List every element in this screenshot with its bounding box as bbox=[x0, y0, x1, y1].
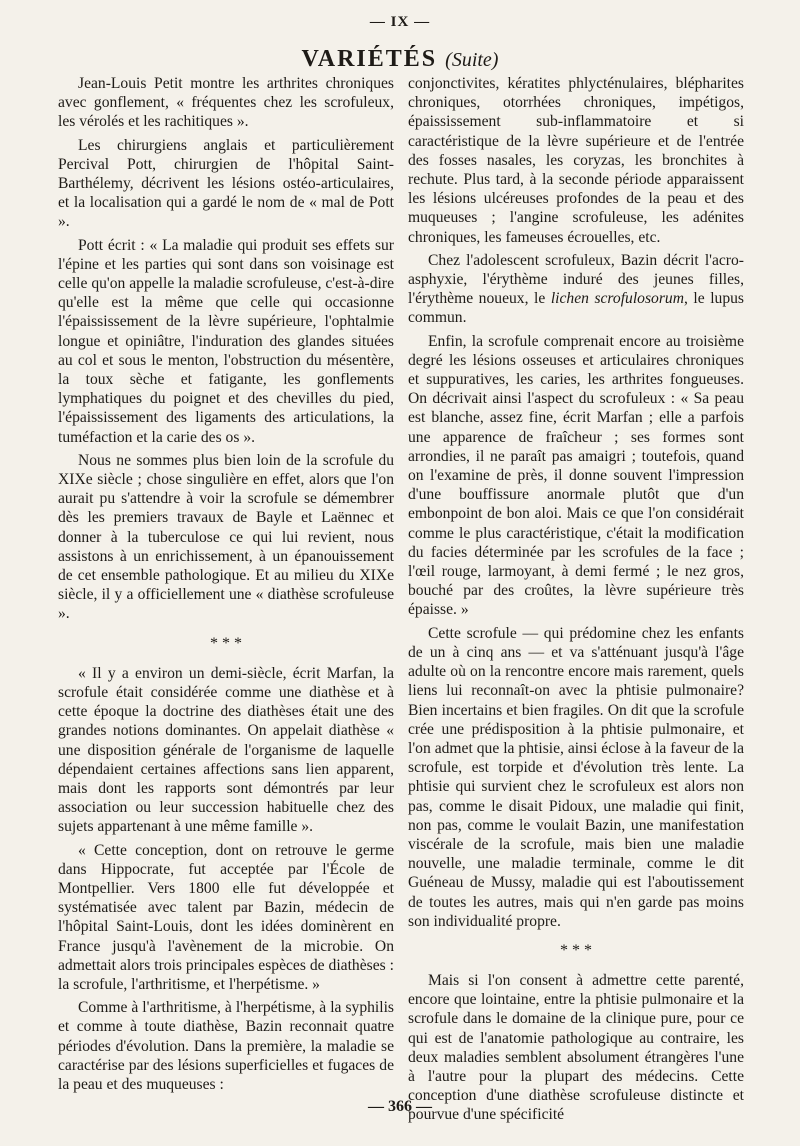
section-number: — IX — bbox=[369, 14, 431, 30]
paragraph: Comme à l'arthritisme, à l'herpétisme, à la syphilis et comme à toute diathèse, Bazin reconnait quatre périodes d'évolution. Dans la première, la maladie se caractérise par des lésions superficielles et fugaces de la peau et des muqueuses : bbox=[58, 999, 394, 1093]
title-subtitle: (Suite) bbox=[445, 49, 499, 71]
paragraph: Jean-Louis Petit montre les arthrites chroniques avec gonflement, « fréquentes chez les scrofuleux, les vérolés et les rachitiques ». bbox=[58, 75, 394, 131]
paragraph-text: Chez l'adolescent scrofuleux, Bazin décrit l'acro-asphyxie, l'érythème induré des jeunes filles, l'érythème noueux, le bbox=[408, 251, 744, 308]
paragraph-text: , le lupus commun. bbox=[408, 290, 744, 327]
paragraph: Cette scrofule — qui prédomine chez les enfants de un à cinq ans — et va s'atténuant jusqu'à l'âge adulte où on la rencontre encore mais rarement, quels liens lui reconnaît-on avec la phtisie pulmonaire? Bien incertains et bien fragiles. On dit que la scrofule crée une prédisposition à la phtisie pulmonaire, et l'on admet que la phtisie, ainsi éclose à la faveur de la scrofule, est torpide et d'évolution très lente. La phtisie qui survient chez le scrofuleux est alors non pas, comme le disait Pidoux, une maladie qui finit, non pas, comme le voulait Bazin, une manifestation viscérale de la scrofule, mais bien une maladie nouvelle, une maladie terminale, comme le dit Guéneau de Mussy, maladie qui est l'aboutissement de toutes les autres, mais qui n'en garde pas moins son individualité propre. bbox=[408, 624, 744, 930]
section-separator: * * * bbox=[210, 634, 242, 652]
paragraph: « Il y a environ un demi-siècle, écrit Marfan, la scrofule était considérée comme une diathèse et à cette époque la doctrine des diathèses était une des grandes notions dominantes. On appelait diathèse « une disposition générale de l'organisme de laquelle dépendaient certaines affections sans lien apparent, mais dont les rapports sont démontrés par leur association ou leur succession habituelle chez des sujets appartenant à une même famille ». bbox=[58, 664, 394, 836]
paragraph: Pott écrit : « La maladie qui produit ses effets sur l'épine et les parties qui sont dans son voisinage est celle qu'on appelle la maladie scrofuleuse, c'est-à-dire qu'elle est la même que celle qui occasionne l'épaississement de la lèvre supérieure, l'ophtalmie longue et opiniâtre, l'induration des glandes situées au col et sous le menton, l'obstruction du mésentère, la toux sèche et fatigante, les gonflements lymphatiques du poignet et des chevilles du pied, l'épaississement des ligaments des articulations, la tuméfaction et la carie des os ». bbox=[58, 236, 394, 446]
paragraph: Mais si l'on consent à admettre cette parenté, encore que lointaine, entre la phtisie pulmonaire et la scrofule dans le domaine de la clinique pure, pour ce qui est de l'anatomie pathologique au contraire, les deux maladies semblent absolument étrangères l'une à l'autre pour la plupart des médecins. Cette conception d'une diathèse scrofuleuse distincte et pourvue d'une spécificité bbox=[408, 971, 744, 1124]
right-column bbox=[408, 74, 744, 1129]
paragraph: Enfin, la scrofule comprenait encore au troisième degré les lésions osseuses et articulaires chroniques et suppuratives, les caries, les arthrites fongueuses. On décrivait ainsi l'aspect du scrofuleux : « Sa peau est blanche, assez fine, écrit Marfan ; elle a parfois une apparence de fraîcheur ; ses formes sont arrondies, il ne paraît pas amaigri ; toutefois, quand on l'examine de près, il donne souvent l'impression d'une bouffissure anormale plutôt que d'un embonpoint de bon aloi. Mais ce que l'on considérait comme le plus caractéristique, c'était la modification du facies déterminée par les scrofules de la face ; l'œil rouge, larmoyant, à demi fermé ; le nez gros, bouché par des croûtes, la lèvre supérieure très épaisse. » bbox=[408, 332, 744, 619]
paragraph bbox=[408, 251, 744, 328]
section-separator: * * * bbox=[560, 941, 592, 959]
italic-term: lichen scrofulosorum bbox=[550, 290, 684, 308]
left-column bbox=[58, 74, 394, 1098]
paragraph: « Cette conception, dont on retrouve le germe dans Hippocrate, fut acceptée par l'École de Montpellier. Vers 1800 elle fut développée et systématisée avec talent par Bazin, médecin de l'hôpital Saint-Louis, dont les idées dominèrent en France jusqu'à l'avènement de la microbie. On admettait alors trois principales espèces de diathèses : la scrofule, l'arthritisme, et l'herpétisme. » bbox=[58, 841, 394, 993]
page-title bbox=[0, 46, 800, 73]
paragraph: conjonctivites, kératites phlycténulaires, blépharites chroniques, otorrhées chroniques, impétigos, épaississement sub-inflammatoire et si caractéristique de la lèvre supérieure et de l'entrée des fosses nasales, les coryzas, les bronchites à rechute. Plus tard, à la seconde période apparaissent les lésions ulcéreuses profondes de la peau et des muqueuses ; l'angine scrofuleuse, les adénites chroniques, les fameuses écrouelles, etc. bbox=[408, 75, 744, 246]
title-text: VARIÉTÉS bbox=[301, 46, 438, 72]
paragraph: Nous ne sommes plus bien loin de la scrofule du XIXe siècle ; chose singulière en effet, alors que l'on aurait pu s'attendre à voir la scrofule se démembrer dès les premiers travaux de Bayle et Laënnec et donner à la tuberculose ce qui lui revient, nous assistons à un enrichissement, à un épanouissement de cet ensemble pathologique. Et au milieu du XIXe siècle, il y a officiellement une « diathèse scrofuleuse ». bbox=[58, 451, 394, 623]
paragraph: Les chirurgiens anglais et particulièrement Percival Pott, chirurgien de l'hôpital Saint-Barthélemy, décrivent les lésions ostéo-articulaires, et la localisation qui a gardé le nom de « mal de Pott ». bbox=[58, 136, 394, 231]
page-number: — 366 — bbox=[368, 1098, 432, 1115]
